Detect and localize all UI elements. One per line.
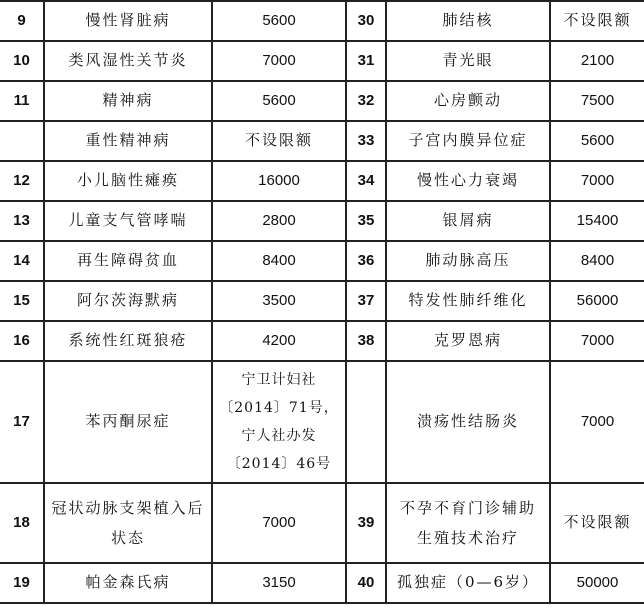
- row-number: 16: [0, 321, 44, 361]
- row-number: 18: [0, 483, 44, 563]
- disease-name: 不孕不育门诊辅助生殖技术治疗: [386, 483, 550, 563]
- disease-name: 冠状动脉支架植入后状态: [44, 483, 212, 563]
- disease-name: 重性精神病: [44, 121, 212, 161]
- row-number: 11: [0, 81, 44, 121]
- row-number: 13: [0, 201, 44, 241]
- limit-amount: 8400: [550, 241, 644, 281]
- table-row: [0, 241, 644, 281]
- table-row: [0, 201, 644, 241]
- disease-name: 儿童支气管哮喘: [44, 201, 212, 241]
- disease-name: 类风湿性关节炎: [44, 41, 212, 81]
- table-row: [0, 361, 644, 483]
- row-number: 19: [0, 563, 44, 603]
- row-number: 31: [346, 41, 386, 81]
- row-number: 15: [0, 281, 44, 321]
- disease-name: 肺动脉高压: [386, 241, 550, 281]
- limit-amount: 不设限额: [550, 483, 644, 563]
- limit-amount: 7000: [550, 321, 644, 361]
- table-row: [0, 161, 644, 201]
- table-row: [0, 483, 644, 563]
- policy-reference: 宁卫计妇社〔2014〕71号，宁人社办发〔2014〕46号: [212, 361, 346, 483]
- table-row: [0, 41, 644, 81]
- disease-name: 苯丙酮尿症: [44, 361, 212, 483]
- limit-amount: 50000: [550, 563, 644, 603]
- limit-amount: 7000: [212, 483, 346, 563]
- limit-amount: 不设限额: [212, 121, 346, 161]
- disease-name: 银屑病: [386, 201, 550, 241]
- limit-amount: 5600: [212, 1, 346, 41]
- row-number: 40: [346, 563, 386, 603]
- disease-name: 特发性肺纤维化: [386, 281, 550, 321]
- row-number: 30: [346, 1, 386, 41]
- limit-amount: 7000: [550, 361, 644, 483]
- row-number: 17: [0, 361, 44, 483]
- table-row: [0, 321, 644, 361]
- limit-amount: 2100: [550, 41, 644, 81]
- table-row: [0, 81, 644, 121]
- limit-amount: 8400: [212, 241, 346, 281]
- table-row: [0, 281, 644, 321]
- row-number: [0, 121, 44, 161]
- limit-amount: 3150: [212, 563, 346, 603]
- row-number: 14: [0, 241, 44, 281]
- disease-name: 肺结核: [386, 1, 550, 41]
- disease-name: 孤独症（0—6岁）: [386, 563, 550, 603]
- disease-name: 慢性肾脏病: [44, 1, 212, 41]
- limit-amount: 7000: [550, 161, 644, 201]
- row-number: 32: [346, 81, 386, 121]
- disease-name: 系统性红斑狼疮: [44, 321, 212, 361]
- disease-name: 克罗恩病: [386, 321, 550, 361]
- row-number: 36: [346, 241, 386, 281]
- limit-amount: 16000: [212, 161, 346, 201]
- limit-amount: 3500: [212, 281, 346, 321]
- disease-name: 慢性心力衰竭: [386, 161, 550, 201]
- row-number: [346, 361, 386, 483]
- row-number: 37: [346, 281, 386, 321]
- disease-name: 再生障碍贫血: [44, 241, 212, 281]
- limit-amount: 5600: [212, 81, 346, 121]
- limit-amount: 7000: [212, 41, 346, 81]
- disease-name: 心房颤动: [386, 81, 550, 121]
- disease-name: 阿尔茨海默病: [44, 281, 212, 321]
- row-number: 34: [346, 161, 386, 201]
- row-number: 10: [0, 41, 44, 81]
- row-number: 9: [0, 1, 44, 41]
- row-number: 39: [346, 483, 386, 563]
- row-number: 12: [0, 161, 44, 201]
- row-number: 35: [346, 201, 386, 241]
- limit-amount: 15400: [550, 201, 644, 241]
- limit-amount: 2800: [212, 201, 346, 241]
- disease-name: 子宫内膜异位症: [386, 121, 550, 161]
- row-number: 38: [346, 321, 386, 361]
- table-row: [0, 121, 644, 161]
- disease-name: 小儿脑性瘫痪: [44, 161, 212, 201]
- limit-amount: 56000: [550, 281, 644, 321]
- limit-amount: 5600: [550, 121, 644, 161]
- row-number: 33: [346, 121, 386, 161]
- table-row: [0, 1, 644, 41]
- limit-amount: 不设限额: [550, 1, 644, 41]
- disease-name: 精神病: [44, 81, 212, 121]
- table-row: [0, 563, 644, 603]
- disease-name: 帕金森氏病: [44, 563, 212, 603]
- disease-name: 溃疡性结肠炎: [386, 361, 550, 483]
- limit-amount: 7500: [550, 81, 644, 121]
- disease-name: 青光眼: [386, 41, 550, 81]
- limit-amount: 4200: [212, 321, 346, 361]
